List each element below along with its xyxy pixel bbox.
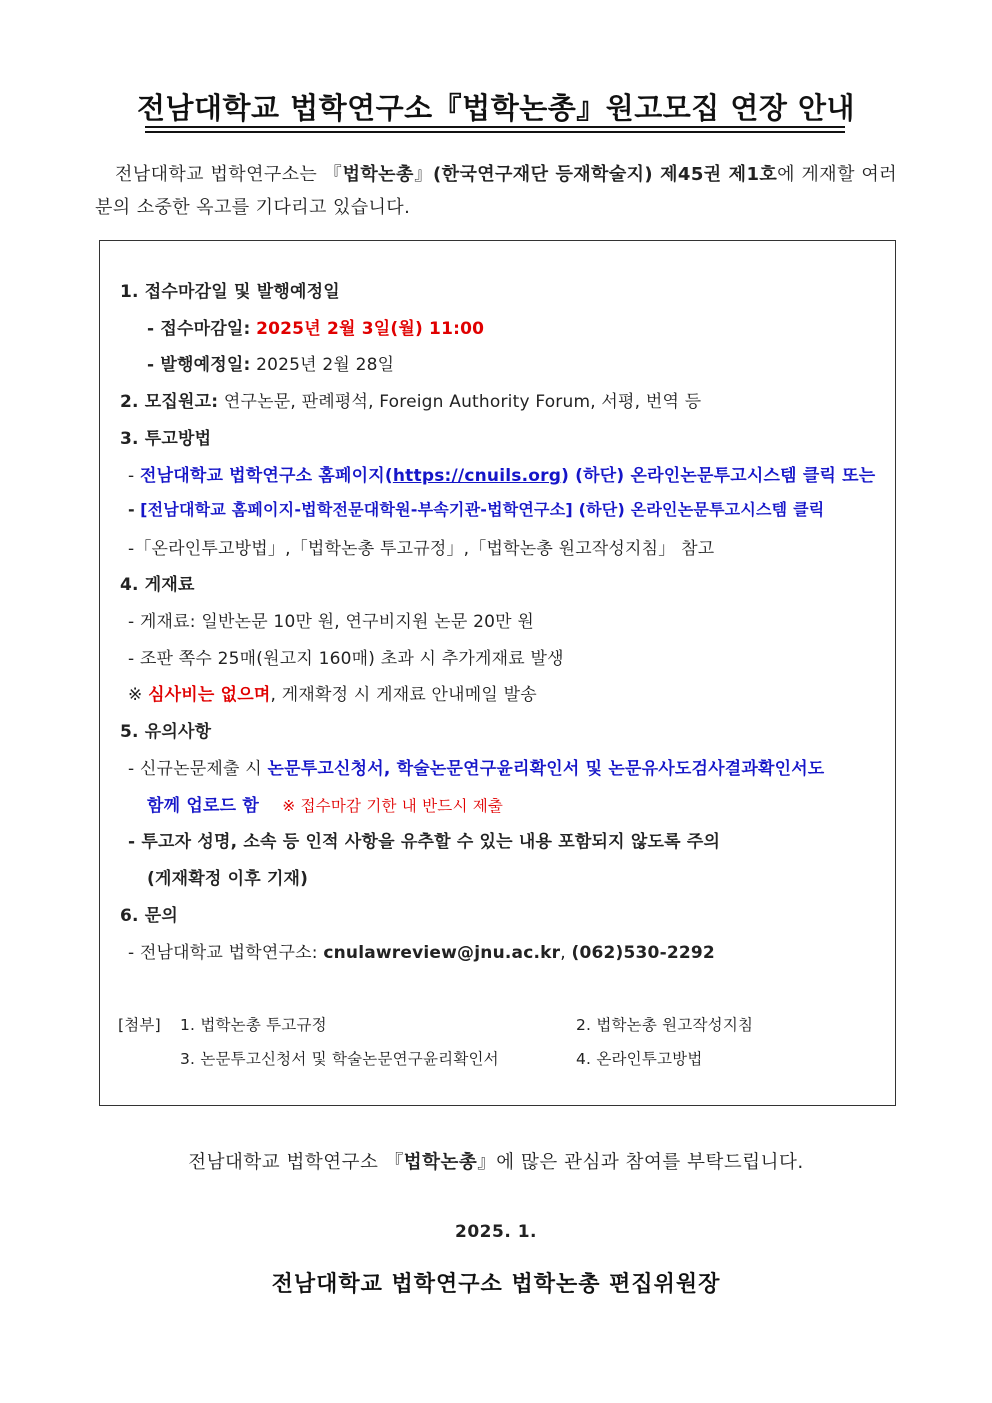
closing-journal: 법학논총 (403, 1152, 478, 1173)
method-2 (128, 497, 824, 520)
caution-2-cont: (게재확정 이후 기재) (147, 869, 309, 889)
section-2-row (120, 387, 701, 412)
section-1-heading: 1. 접수마감일 및 발행예정일 (120, 282, 340, 302)
intro-text-3: 에 게재할 여러분의 소중한 옥고를 기다리고 있습니다. (95, 164, 897, 218)
contact-separator: , (560, 943, 566, 963)
signature: 전남대학교 법학연구소 법학논총 편집위원장 (271, 1272, 721, 1297)
publish-label: - 발행예정일: (147, 355, 251, 375)
closing-text-b: 』에 많은 관심과 참여를 부탁드립니다. (477, 1152, 804, 1173)
deadline-row (147, 314, 484, 339)
contact-label: - 전남대학교 법학연구소: (128, 943, 318, 963)
review-fee-note: 심사비는 없으며 (148, 685, 271, 705)
caution-1-cont (147, 791, 503, 816)
section-2-text: 연구논문, 판례평석, Foreign Authority Forum, 서평, 번역 등 (223, 392, 702, 412)
deadline-value: 2025년 2월 3일(월) 11:00 (256, 319, 485, 339)
closing-sentence (0, 1148, 992, 1174)
caution-1 (128, 754, 824, 779)
method-1-text-b: ) (하단) 온라인논문투고시스템 클릭 또는 (561, 466, 876, 486)
section-5-heading: 5. 유의사항 (120, 722, 212, 742)
fee-note (128, 680, 537, 705)
caution-2: - 투고자 성명, 소속 등 인적 사항을 유추할 수 있는 내용 포함되지 않도록 주의 (128, 832, 721, 852)
document-title: 전남대학교 법학연구소『법학논총』원고모집 연장 안내 (136, 91, 856, 125)
note-mark: ※ (128, 685, 143, 705)
caution-1-documents: 논문투고신청서, 학술논문연구윤리확인서 및 논문유사도검사결과확인서도 (267, 759, 825, 779)
attachment-item-2: 2. 법학논총 원고작성지침 (576, 1016, 754, 1034)
caution-1-text: - 신규논문제출 시 (128, 759, 262, 779)
document-date: 2025. 1. (455, 1222, 537, 1242)
method-1 (128, 461, 875, 486)
section-3-heading: 3. 투고방법 (120, 429, 212, 449)
section-2-heading: 2. 모집원고: (120, 392, 219, 412)
method-1-dash: - (128, 466, 135, 486)
deadline-label: - 접수마감일: (147, 319, 251, 339)
intro-text-2: 』 (413, 164, 434, 185)
attachments-label: [첨부] (118, 1016, 161, 1034)
publish-value: 2025년 2월 28일 (256, 355, 395, 375)
method-1-text-a: 전남대학교 법학연구소 홈페이지( (139, 466, 393, 486)
publish-row (147, 350, 394, 375)
fee-line-2: - 조판 쪽수 25매(원고지 160매) 초과 시 추가게재료 발생 (128, 649, 564, 669)
method-2-text: [전남대학교 홈페이지-법학전문대학원-부속기관-법학연구소] (하단) 온라인논문투고시스템 클릭 (140, 500, 825, 519)
attachment-item-4: 4. 온라인투고방법 (576, 1050, 703, 1068)
title-underline-top (145, 126, 845, 128)
section-4-heading: 4. 게재료 (120, 575, 195, 595)
closing-text-a: 전남대학교 법학연구소 『 (188, 1152, 404, 1173)
contact-phone: (062)530-2292 (571, 943, 715, 963)
caution-1-deadline-note: ※ 접수마감 기한 내 반드시 제출 (282, 797, 504, 815)
contact-email[interactable]: cnulawreview@jnu.ac.kr (323, 943, 561, 963)
intro-registration: (한국연구재단 등재학술지) 제45권 제1호 (433, 164, 778, 185)
title-underline-bottom (145, 131, 845, 133)
caution-1-upload: 함께 업로드 함 (147, 796, 259, 816)
method-2-dash: - (128, 500, 135, 519)
fee-note-rest: , 게재확정 시 게재료 안내메일 발송 (270, 685, 537, 705)
attachment-item-3: 3. 논문투고신청서 및 학술논문연구윤리확인서 (180, 1050, 499, 1068)
intro-journal: 법학논총 (342, 164, 414, 185)
intro-text-1: 전남대학교 법학연구소는 『 (115, 164, 343, 185)
contact-row (128, 938, 715, 963)
fee-line-1: - 게재료: 일반논문 10만 원, 연구비지원 논문 20만 원 (128, 612, 534, 632)
homepage-link[interactable]: https://cnuils.org (392, 466, 562, 486)
intro-paragraph (95, 158, 897, 224)
method-3: -「온라인투고방법」,「법학논총 투고규정」,「법학논총 원고작성지침」 참고 (128, 539, 715, 559)
attachment-item-1: 1. 법학논총 투고규정 (180, 1016, 327, 1034)
section-6-heading: 6. 문의 (120, 906, 179, 926)
